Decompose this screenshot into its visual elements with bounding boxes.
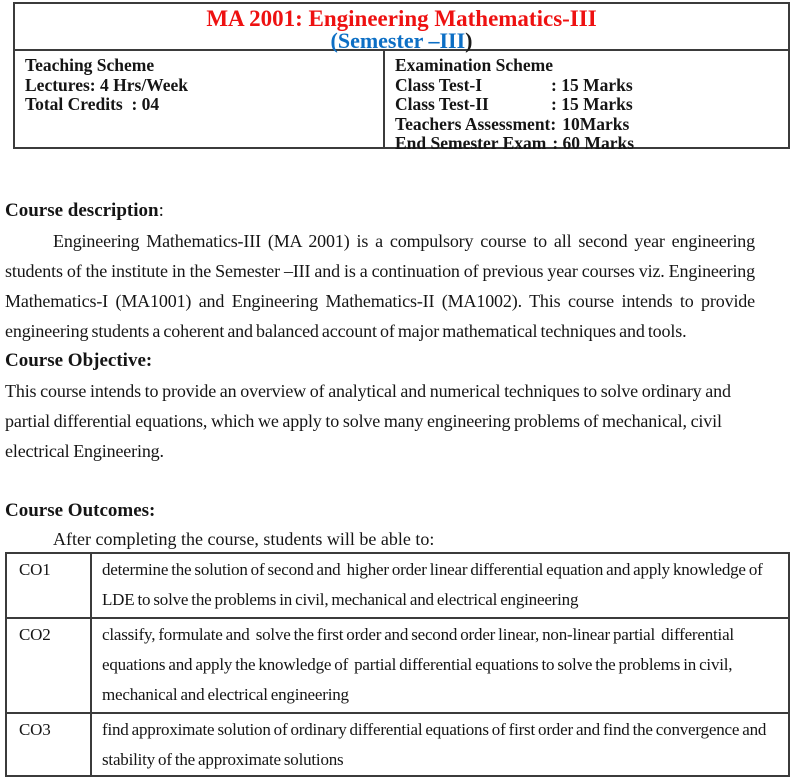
teaching-scheme-heading: Teaching Scheme — [25, 55, 155, 75]
table-row — [6, 553, 789, 618]
course-description-heading-colon: : — [158, 200, 164, 221]
course-outcomes-intro: After completing the course, students will be able to: — [53, 529, 435, 549]
course-outcomes-heading: Course Outcomes: — [5, 500, 156, 521]
course-subtitle — [15, 30, 788, 51]
exam-label: Class Test-I — [395, 74, 483, 95]
total-credits-line: Total Credits : 04 — [25, 94, 160, 114]
document-body — [5, 196, 755, 552]
course-title: MA 2001: Engineering Mathematics-III — [206, 6, 597, 31]
exam-label: Class Test-II — [395, 94, 489, 114]
course-subtitle-close-paren: ) — [465, 28, 473, 53]
exam-row-class-test-2 — [395, 95, 780, 115]
course-outcomes-table — [5, 552, 790, 777]
co1-code: CO1 — [6, 553, 91, 618]
course-subtitle-text: (Semester –III — [330, 28, 466, 53]
lectures-line: Lectures: 4 Hrs/Week — [25, 74, 188, 95]
co1-text: determine the solution of second and higher order linear differential equation and apply knowledge of LDE to solve the problems in civil, mechanical and electrical engineering — [91, 553, 789, 618]
examination-scheme-cell — [385, 51, 788, 153]
course-description-heading — [5, 196, 755, 226]
course-description-heading-text: Course description — [5, 200, 159, 221]
exam-value: 10Marks — [562, 113, 630, 134]
table-row — [6, 618, 789, 713]
exam-value: : 15 Marks — [551, 74, 633, 95]
exam-label: End Semester Exam — [395, 133, 547, 153]
syllabus-page — [0, 2, 800, 777]
co2-code: CO2 — [6, 618, 91, 713]
course-title-cell — [15, 4, 788, 51]
exam-value: : 15 Marks — [551, 94, 633, 114]
exam-row-end-semester-exam — [395, 134, 780, 154]
scheme-row — [15, 51, 788, 153]
course-objective-paragraph: This course intends to provide an overview of analytical and numerical techniques to solve ordinary and partial differential equations, which we apply to solve many engineering problems of mechanical, civil electrical Engineering. — [5, 381, 731, 461]
table-row — [6, 713, 789, 776]
examination-scheme-heading: Examination Scheme — [395, 55, 553, 75]
co3-text: find approximate solution of ordinary differential equations of first order and find the convergence and stability of the approximate solutions — [91, 713, 789, 776]
course-header-table — [13, 2, 790, 153]
exam-row-teachers-assessment — [395, 115, 780, 135]
exam-value: : 60 Marks — [552, 133, 634, 153]
course-objective-heading: Course Objective: — [5, 350, 153, 371]
exam-label: Teachers Assessment: — [395, 113, 557, 134]
co2-text: classify, formulate and solve the first order and second order linear, non-linear partial differential equations and apply the knowledge of partial differential equations to solve the problems in civil, mechanical and electrical engineering — [91, 618, 789, 713]
exam-row-class-test-1 — [395, 76, 780, 96]
co3-code: CO3 — [6, 713, 91, 776]
teaching-scheme-cell — [15, 51, 385, 147]
course-description-paragraph: Engineering Mathematics-III (MA 2001) is a compulsory course to all second year engineering students of the institute in the Semester –III and is a continuation of previous year courses viz. Engineering Mathematics-I (MA1001) and Engineering Mathematics-II (MA1002). This course intends to provide engineering students a coherent and balanced account of major mathematical techniques and tools. — [5, 231, 755, 341]
